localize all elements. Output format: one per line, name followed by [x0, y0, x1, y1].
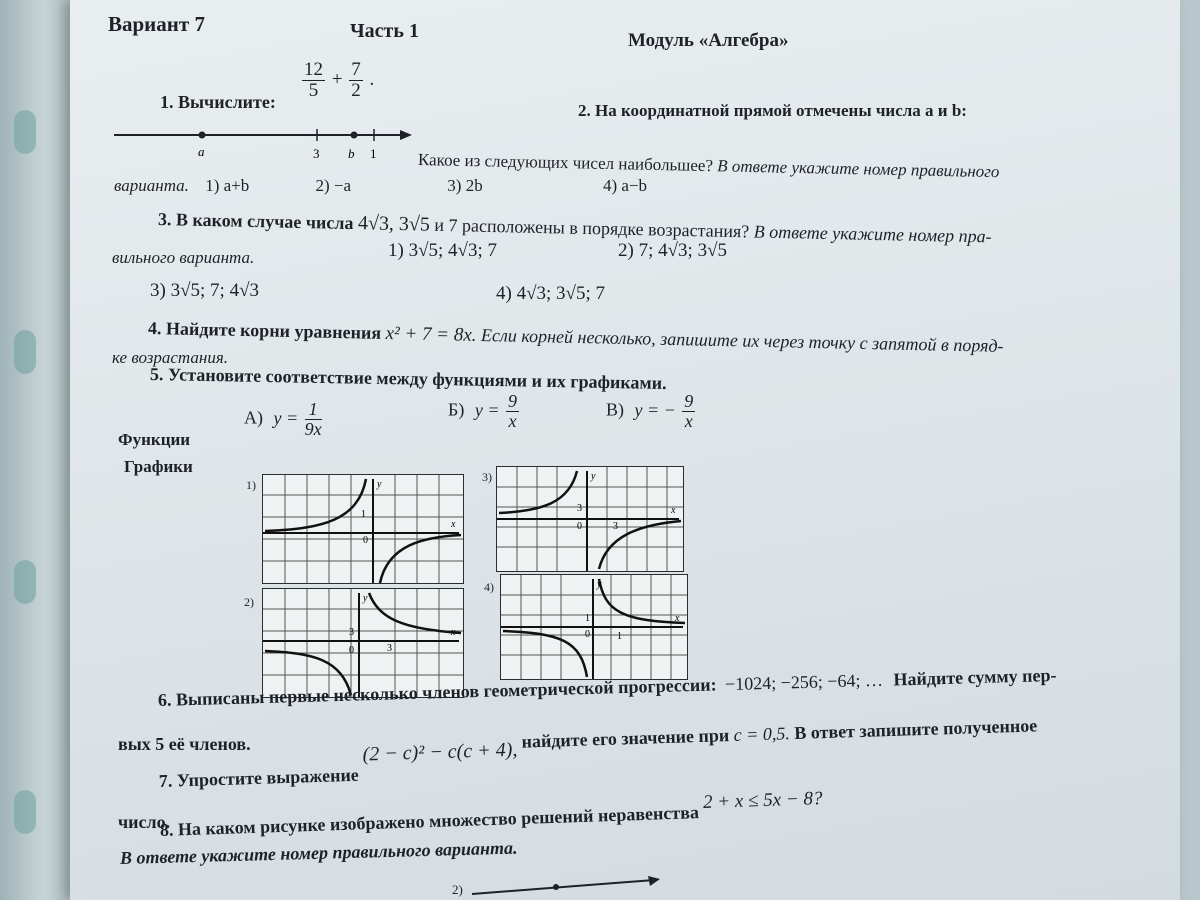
- q7-question-cont: число.: [118, 812, 171, 832]
- q6-question: 6. Выписаны первые несколько членов геометрической прогрессии: −1024; −256; −64; … Найдите сумму пер-: [157, 664, 1057, 710]
- svg-text:1: 1: [370, 146, 377, 161]
- function-b: Б) y = $\frac{9}{x}$: [448, 391, 517, 431]
- svg-text:y: y: [377, 479, 382, 490]
- svg-text:3: 3: [387, 643, 392, 654]
- binder-hole: [14, 560, 36, 604]
- q3-hint-cont: вильного варианта.: [112, 248, 255, 267]
- q2-options: варианта. 1) a+b 2) −a 3) 2b 4) a−b: [114, 176, 647, 195]
- svg-text:y: y: [363, 593, 368, 604]
- point-b: [351, 132, 358, 139]
- binder-hole: [14, 110, 36, 154]
- graph-2-label: 2): [244, 595, 254, 609]
- point-a: [199, 132, 206, 139]
- graph-4-label: 4): [484, 580, 494, 594]
- q7-question: 7. Упростите выражение (2 − c)² − c(c + 4), найдите его значение при c = 0,5. В ответ запишите полученное: [158, 715, 1038, 791]
- binder-hole: [14, 790, 36, 834]
- q3-option-4: 4) 4√3; 3√5; 7: [496, 283, 605, 304]
- graph-1-label: 1): [246, 478, 256, 492]
- module-title: Модуль «Алгебра»: [628, 30, 789, 51]
- functions-label: Функции: [118, 430, 191, 449]
- graph-1: [262, 474, 464, 584]
- svg-text:3: 3: [313, 146, 320, 161]
- svg-text:1: 1: [585, 613, 590, 624]
- graph-3-label: 3): [482, 470, 492, 484]
- q3-option-2: 2) 7; 4√3; 3√5: [618, 240, 727, 261]
- q5-label: 5. Установите соответствие между функциями и их графиками.: [149, 364, 667, 394]
- svg-text:y: y: [591, 471, 596, 482]
- q2-label: 2. На координатной прямой отмечены числа a и b:: [578, 101, 967, 120]
- function-a: А) y = $\frac{1}{9x}$: [244, 399, 322, 439]
- graphs-label: Графики: [124, 457, 193, 476]
- svg-text:0: 0: [585, 629, 590, 640]
- q2-question: Какое из следующих чисел наибольшее? В ответе укажите номер правильного: [417, 150, 1000, 182]
- svg-text:0: 0: [577, 521, 582, 532]
- q8-hint: В ответе укажите номер правильного варианта.: [119, 837, 518, 868]
- svg-text:a: a: [198, 144, 205, 159]
- q2-number-line: [112, 122, 422, 162]
- q3-question: 3. В каком случае числа 4√3, 3√5 и 7 расположены в порядке возрастания? В ответе укажите номер пра-: [157, 209, 992, 247]
- q3-option-3: 3) 3√5; 7; 4√3: [150, 280, 259, 301]
- q6-question-cont: вых 5 её членов.: [118, 734, 251, 754]
- graph-4: [500, 574, 688, 680]
- svg-text:3: 3: [349, 627, 354, 638]
- q8-question: 8. На каком рисунке изображено множество решений неравенства 2 + x ≤ 5x − 8?: [159, 788, 823, 840]
- q3-option-1: 1) 3√5; 4√3; 7: [388, 240, 497, 261]
- svg-text:0: 0: [363, 535, 368, 546]
- function-v: В) y = − $\frac{9}{x}$: [606, 391, 694, 431]
- graph-3: [496, 466, 684, 572]
- svg-text:b: b: [348, 146, 355, 161]
- q8-option-2-line: [470, 872, 670, 900]
- svg-text:x: x: [675, 613, 680, 624]
- q4-question: 4. Найдите корни уравнения x² + 7 = 8x. Если корней несколько, запишите их через точку с запятой в поряд-: [147, 318, 1004, 356]
- svg-text:1: 1: [361, 509, 366, 520]
- q1-label: 1. Вычислите:: [160, 92, 276, 112]
- q4-hint-cont: ке возрастания.: [112, 348, 229, 367]
- q1-expression: $\frac{12}{5}$ + $\frac{7}{2}$ .: [304, 59, 375, 101]
- variant-title: Вариант 7: [108, 12, 205, 36]
- part-title: Часть 1: [350, 20, 419, 42]
- svg-text:x: x: [451, 627, 456, 638]
- binder-pocket-edge: [0, 0, 72, 900]
- svg-text:3: 3: [613, 521, 618, 532]
- q8-option-2-label: 2): [452, 882, 463, 897]
- svg-text:x: x: [451, 519, 456, 530]
- svg-text:y: y: [597, 579, 602, 590]
- svg-text:0: 0: [349, 645, 354, 656]
- svg-text:x: x: [671, 505, 676, 516]
- svg-text:3: 3: [577, 503, 582, 514]
- binder-hole: [14, 330, 36, 374]
- svg-text:1: 1: [617, 631, 622, 642]
